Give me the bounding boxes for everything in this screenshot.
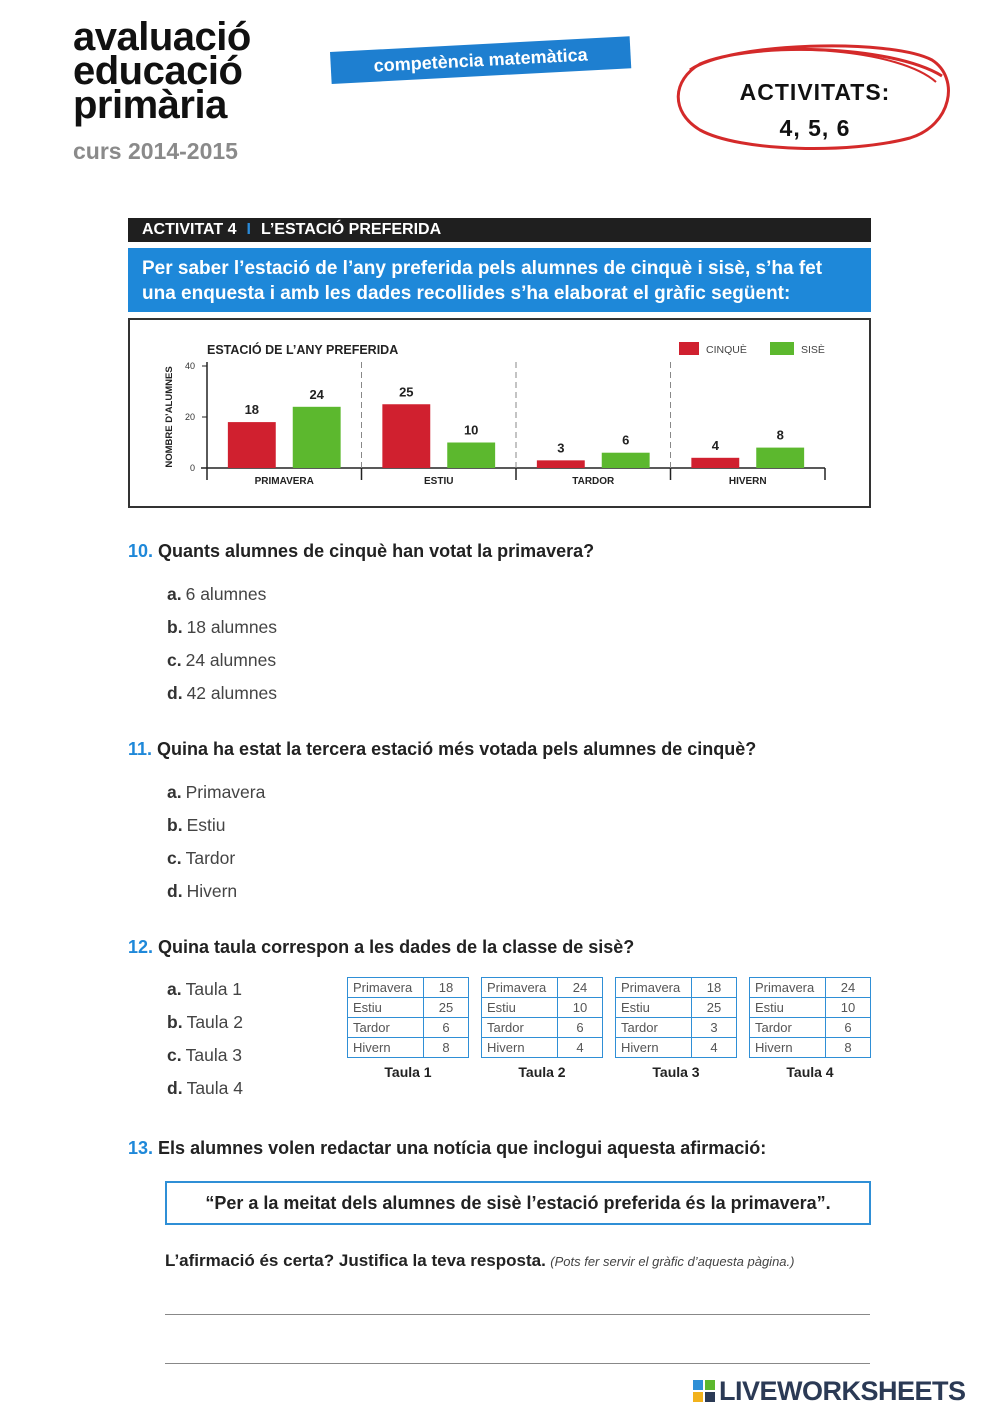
table-row: Hivern 4	[482, 1038, 603, 1058]
title-line-3: primària	[73, 83, 227, 127]
table-row: Tardor 3	[616, 1018, 737, 1038]
title-line-1: avaluació	[73, 15, 251, 59]
bar-cinquè-tardor	[537, 460, 585, 468]
table-row: Hivern 8	[348, 1038, 469, 1058]
bar-cinquè-hivern	[691, 458, 739, 468]
activities-label: ACTIVITATS:	[739, 79, 891, 105]
question-12-number: 12.	[128, 937, 154, 957]
option-12b[interactable]: b. Taula 2	[167, 1012, 243, 1032]
category-label-estiu: ESTIU	[424, 476, 454, 487]
data-label-cinquè-primavera: 18	[244, 402, 260, 418]
table-row: Primavera 24	[482, 978, 603, 998]
data-label-sisè-hivern: 8	[776, 427, 784, 443]
option-10d[interactable]: d. 42 alumnes	[167, 683, 278, 703]
table-row: Tardor 6	[482, 1018, 603, 1038]
table-2	[481, 977, 603, 1080]
table-4	[749, 977, 871, 1080]
season-bar-chart	[130, 320, 869, 506]
title-line-2: educació	[73, 49, 243, 93]
liveworksheets-brand	[693, 1376, 966, 1407]
table-row: Tardor 6	[750, 1018, 871, 1038]
table-row: Primavera 24	[750, 978, 871, 998]
question-11-options	[167, 776, 265, 908]
data-label-sisè-primavera: 24	[309, 386, 324, 402]
question-10-text: Quants alumnes de cinquè han votat la primavera?	[158, 541, 595, 561]
statement-quote: “Per a la meitat dels alumnes de sisè l’estació preferida és la primavera”.	[165, 1181, 871, 1225]
bar-cinquè-primavera	[228, 422, 276, 468]
option-10c[interactable]: c. 24 alumnes	[167, 650, 277, 670]
option-10b[interactable]: b. 18 alumnes	[167, 617, 278, 637]
activity-label: ACTIVITAT 4	[142, 221, 237, 238]
activities-stamp	[670, 30, 960, 160]
question-13-number: 13.	[128, 1138, 154, 1158]
y-tick-label-40: 40	[184, 361, 195, 371]
table-2-caption: Taula 2	[518, 1064, 566, 1080]
legend-label-cinque: CINQUÈ	[706, 344, 747, 356]
question-11-number: 11.	[128, 739, 153, 759]
question-12-text: Quina taula correspon a les dades de la classe de sisè?	[158, 937, 635, 957]
option-11a[interactable]: a. Primavera	[167, 782, 266, 802]
y-tick-label-20: 20	[184, 412, 195, 422]
bar-sisè-estiu	[447, 443, 495, 469]
option-10a[interactable]: a. 6 alumnes	[167, 584, 267, 604]
question-13-text: Els alumnes volen redactar una notícia que inclogui aquesta afirmació:	[158, 1138, 767, 1158]
bar-sisè-hivern	[756, 448, 804, 468]
category-label-primavera: PRIMAVERA	[254, 476, 314, 487]
question-11-text: Quina ha estat la tercera estació més votada pels alumnes de cinquè?	[157, 739, 757, 759]
option-11c[interactable]: c. Tardor	[167, 848, 236, 868]
option-12a[interactable]: a. Taula 1	[167, 979, 243, 999]
chart-title: ESTACIÓ DE L’ANY PREFERIDA	[207, 343, 399, 357]
question-10-options	[167, 578, 277, 710]
chart-frame	[128, 318, 871, 508]
activity-separator: I	[246, 221, 251, 238]
bar-cinquè-estiu	[382, 404, 430, 468]
q13-hint: (Pots fer servir el gràfic d’aquesta pàgina.)	[550, 1254, 795, 1269]
table-row: Hivern 8	[750, 1038, 871, 1058]
q13-prompt: L’afirmació és certa? Justifica la teva resposta.	[165, 1251, 546, 1270]
bar-sisè-primavera	[293, 407, 341, 468]
table-3	[615, 977, 737, 1080]
data-label-sisè-tardor: 6	[622, 432, 630, 448]
activities-numbers: 4, 5, 6	[779, 115, 851, 141]
table-1	[347, 977, 469, 1080]
liveworksheets-logo-icon	[693, 1380, 715, 1404]
legend-swatch-cinque	[679, 342, 699, 355]
title-block	[73, 15, 251, 165]
table-row: Estiu 25	[616, 998, 737, 1018]
q13-prompt-line	[165, 1251, 794, 1271]
data-label-cinquè-estiu: 25	[399, 384, 414, 400]
activity-title: L’ESTACIÓ PREFERIDA	[260, 221, 442, 238]
table-3-caption: Taula 3	[652, 1064, 700, 1080]
legend-label-sise: SISÈ	[801, 344, 825, 356]
activity-header	[128, 218, 871, 242]
table-row: Estiu 10	[750, 998, 871, 1018]
question-10	[128, 541, 594, 562]
legend-swatch-sise	[770, 342, 794, 355]
activity-intro: Per saber l’estació de l’any preferida pels alumnes de cinquè i sisè, s’ha fet una enquesta i amb les dades recollides s’ha elaborat el gràfic següent:	[128, 248, 871, 312]
category-label-tardor: TARDOR	[572, 476, 615, 487]
bar-sisè-tardor	[602, 453, 650, 468]
table-4-caption: Taula 4	[786, 1064, 834, 1080]
chart-y-axis-label: NOMBRE D’ALUMNES	[164, 366, 175, 468]
competence-banner: competència matemàtica	[330, 36, 631, 84]
question-12	[128, 937, 634, 958]
y-tick-label-0: 0	[189, 463, 195, 473]
table-row: Estiu 10	[482, 998, 603, 1018]
option-11b[interactable]: b. Estiu	[167, 815, 226, 835]
brand-text: LIVEWORKSHEETS	[719, 1376, 966, 1406]
question-10-number: 10.	[128, 541, 154, 561]
table-row: Tardor 6	[348, 1018, 469, 1038]
table-row: Primavera 18	[348, 978, 469, 998]
answer-line-2[interactable]	[165, 1363, 870, 1364]
option-12d[interactable]: d. Taula 4	[167, 1078, 243, 1098]
category-label-hivern: HIVERN	[728, 476, 767, 487]
option-12c[interactable]: c. Taula 3	[167, 1045, 243, 1065]
question-11	[128, 739, 756, 760]
table-row: Primavera 18	[616, 978, 737, 998]
course-year: curs 2014-2015	[73, 138, 238, 164]
data-label-cinquè-hivern: 4	[711, 437, 719, 453]
question-12-options	[167, 973, 243, 1105]
table-1-caption: Taula 1	[384, 1064, 432, 1080]
option-11d[interactable]: d. Hivern	[167, 881, 238, 901]
table-row: Hivern 4	[616, 1038, 737, 1058]
data-label-cinquè-tardor: 3	[557, 440, 565, 456]
table-row: Estiu 25	[348, 998, 469, 1018]
question-13	[128, 1138, 766, 1159]
data-label-sisè-estiu: 10	[463, 422, 479, 438]
answer-line-1[interactable]	[165, 1314, 870, 1315]
